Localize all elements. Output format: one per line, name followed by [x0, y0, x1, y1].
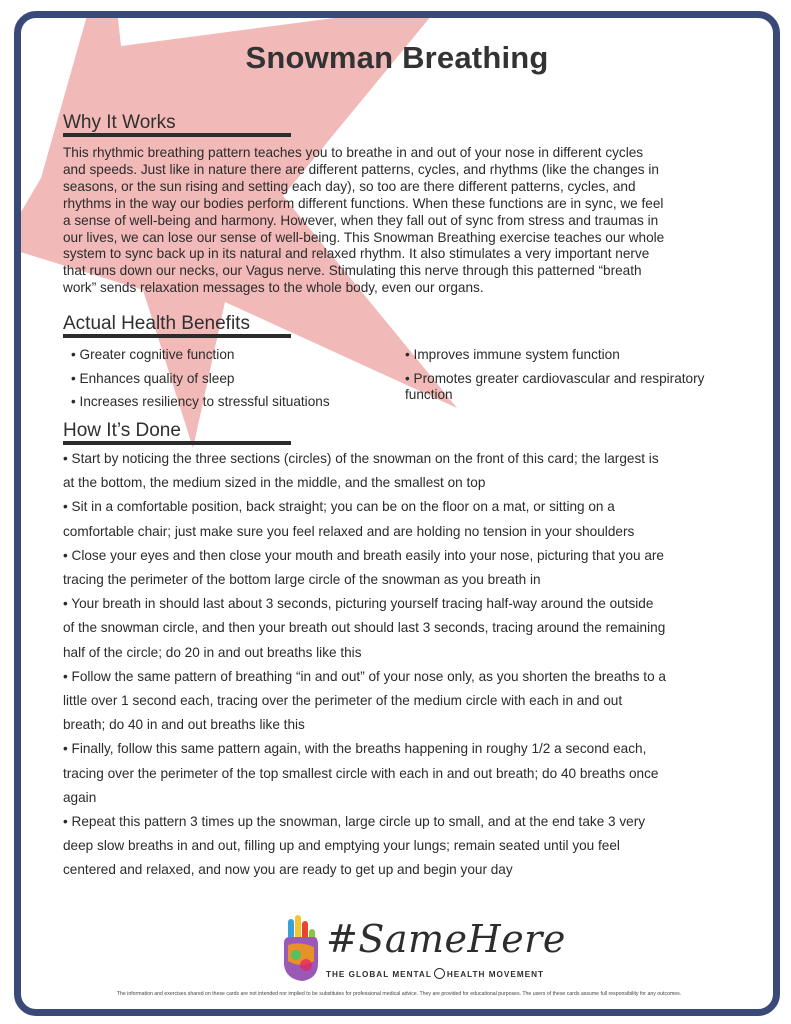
text-line: that runs down our necks, our Vagus nerve. Stimulating this nerve through this patterned “breath: [63, 263, 642, 279]
text-line: seasons, or the sun rising and setting each day), so too are there different patterns, cycles, and: [63, 178, 636, 194]
list-item: breath; do 40 in and out breaths like this: [63, 717, 305, 733]
disclaimer: The information and exercises shared on these cards are not intended nor implied to be substitutes for professional medical advice. They are provided for educational purposes. The users of these cards assume full responsibility for any outcomes.: [116, 991, 682, 997]
text-line: work” sends relaxation messages to the whole body, even our organs.: [63, 280, 484, 296]
list-item: function: [405, 386, 453, 402]
text-line: our lives, we can lose our sense of well-being. This Snowman Breathing exercise teaches our whole: [63, 229, 665, 245]
globe-icon: [434, 968, 445, 979]
benefits-list-left: [71, 343, 330, 414]
list-item: deep slow breaths in and out, filling up and emptying your lungs; remain seated until you feel: [63, 838, 620, 854]
hand-icon: [278, 915, 322, 985]
list-item: • Start by noticing the three sections (circles) of the snowman on the front of this card; the largest is: [63, 451, 659, 466]
list-item: • Follow the same pattern of breathing “in and out” of your nose only, as you shorten the breaths to a: [63, 668, 666, 684]
steps-list: [63, 447, 743, 883]
samehere-logo: [278, 913, 578, 988]
text-line: and speeds. Just like in nature there are different patterns, cycles, and rhythms (like the changes in: [63, 161, 659, 177]
tagline-left: THE GLOBAL MENTAL: [326, 970, 432, 979]
list-item: comfortable chair; just make sure you feel relaxed and are holding no tension in your shoulders: [63, 523, 635, 539]
logo-tagline: [326, 968, 544, 979]
section-divider: [63, 441, 291, 445]
list-item: • Enhances quality of sleep: [71, 370, 235, 386]
list-item: little over 1 second each, tracing over the perimeter of the medium circle with each in and out: [63, 693, 623, 709]
list-item: • Close your eyes and then close your mouth and breath easily into your nose, picturing that you are: [63, 547, 664, 563]
list-item: • Increases resiliency to stressful situations: [71, 394, 330, 409]
text-line: This rhythmic breathing pattern teaches you to breathe in and out of your nose in different cycles: [63, 145, 644, 160]
section-heading-how: How It’s Done: [63, 420, 181, 441]
card-frame: [14, 11, 780, 1016]
list-item: • Promotes greater cardiovascular and respiratory: [405, 370, 705, 386]
list-item: at the bottom, the medium sized in the middle, and the smallest on top: [63, 475, 486, 491]
list-item: • Sit in a comfortable position, back straight; you can be on the floor on a mat, or sitting on a: [63, 499, 615, 515]
section-divider: [63, 133, 291, 137]
page-title: Snowman Breathing: [245, 40, 549, 75]
section-divider: [63, 334, 291, 338]
list-item: tracing over the perimeter of the top smallest circle with each in and out breath; do 40 breaths once: [63, 765, 659, 781]
list-item: • Repeat this pattern 3 times up the snowman, large circle up to small, and at the end take 3 very: [63, 814, 646, 830]
section-heading-why: Why It Works: [63, 112, 176, 133]
logo-wordmark: #SameHere: [326, 917, 566, 961]
list-item: • Improves immune system function: [405, 347, 620, 362]
text-line: system to sync back up in its natural and relaxed rhythm. It also stimulates a very important nerve: [63, 246, 650, 262]
text-line: rhythms in the way our bodies perform different functions. When these functions are in sync, we feel: [63, 195, 664, 211]
list-item: half of the circle; do 20 in and out breaths like this: [63, 644, 362, 660]
tagline-right: HEALTH MOVEMENT: [446, 970, 545, 979]
text-line: a sense of well-being and harmony. However, when they fall out of sync from stress and traumas in: [63, 212, 659, 228]
list-item: • Greater cognitive function: [71, 347, 235, 362]
list-item: tracing the perimeter of the bottom large circle of the snowman as you breath in: [63, 572, 541, 588]
benefits-list-right: [405, 343, 755, 402]
list-item: again: [63, 789, 97, 805]
why-paragraph: [63, 145, 753, 297]
list-item: centered and relaxed, and now you are ready to get up and begin your day: [63, 862, 513, 878]
list-item: of the snowman circle, and then your breath out should last 3 seconds, tracing around the remaining: [63, 620, 666, 636]
list-item: • Finally, follow this same pattern again, with the breaths happening in roughy 1/2 a second each,: [63, 741, 647, 757]
list-item: • Your breath in should last about 3 seconds, picturing yourself tracing half-way around the outside: [63, 596, 654, 612]
section-heading-benefits: Actual Health Benefits: [63, 313, 250, 334]
